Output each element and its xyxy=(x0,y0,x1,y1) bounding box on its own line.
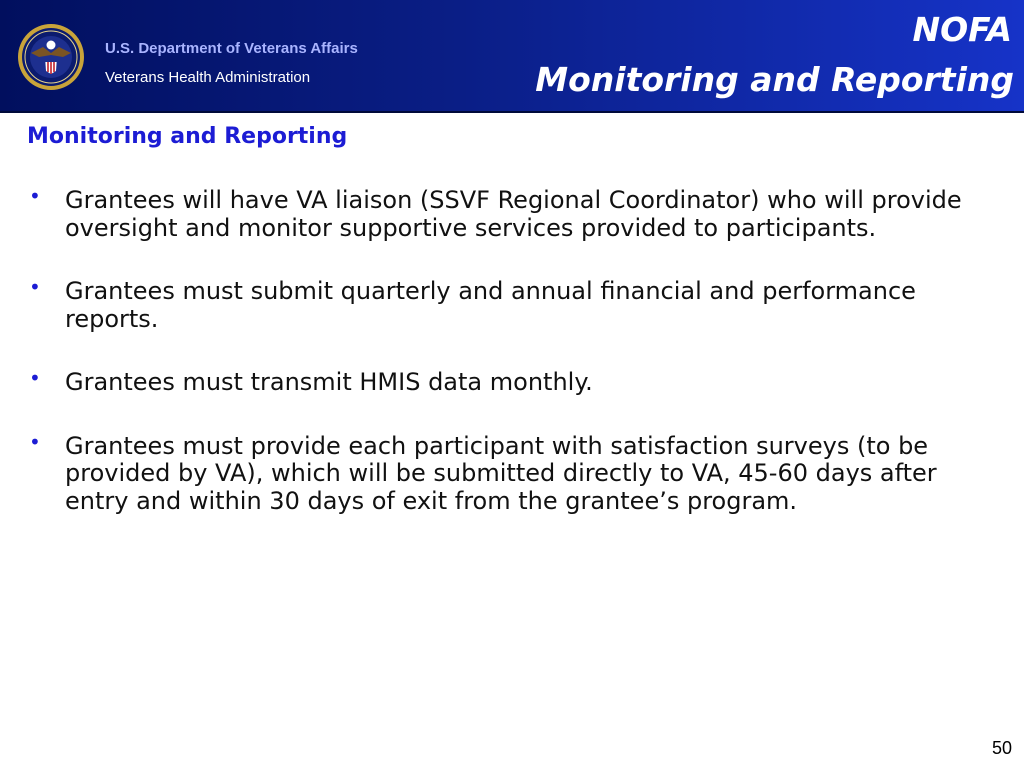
bullet-list xyxy=(27,184,977,551)
page-number: 50 xyxy=(991,738,1012,758)
va-seal-icon xyxy=(17,23,85,91)
bullet-dot-icon: • xyxy=(29,184,41,208)
bullet-text: Grantees must transmit HMIS data monthly. xyxy=(65,368,593,396)
slide-header xyxy=(0,0,1024,113)
bullet-dot-icon: • xyxy=(29,366,41,390)
bullet-item-reports xyxy=(27,275,977,333)
bullet-item-hmis xyxy=(27,366,977,397)
org-subtitle: Veterans Health Administration xyxy=(105,69,311,86)
org-name: U.S. Department of Veterans Affairs xyxy=(105,40,358,57)
bullet-item-oversight xyxy=(27,184,977,242)
slide-title-line2: Monitoring and Reporting xyxy=(535,60,1014,99)
bullet-text: Grantees must provide each participant with satisfaction surveys (to be provided by VA), which will be submitted directly to VA, 45-60 days after entry and within 30 days of exit from the grantee’s program. xyxy=(65,431,937,515)
bullet-dot-icon: • xyxy=(29,275,41,299)
bullet-dot-icon: • xyxy=(29,429,41,454)
slide-title-line1: NOFA xyxy=(912,10,1012,49)
bullet-item-surveys xyxy=(27,429,977,516)
bullet-text: Grantees will have VA liaison (SSVF Regional Coordinator) who will provide oversight and monitor supportive services provided to participants. xyxy=(65,186,962,242)
bullet-text: Grantees must submit quarterly and annual financial and performance reports. xyxy=(65,277,916,333)
section-heading: Monitoring and Reporting xyxy=(27,124,348,149)
